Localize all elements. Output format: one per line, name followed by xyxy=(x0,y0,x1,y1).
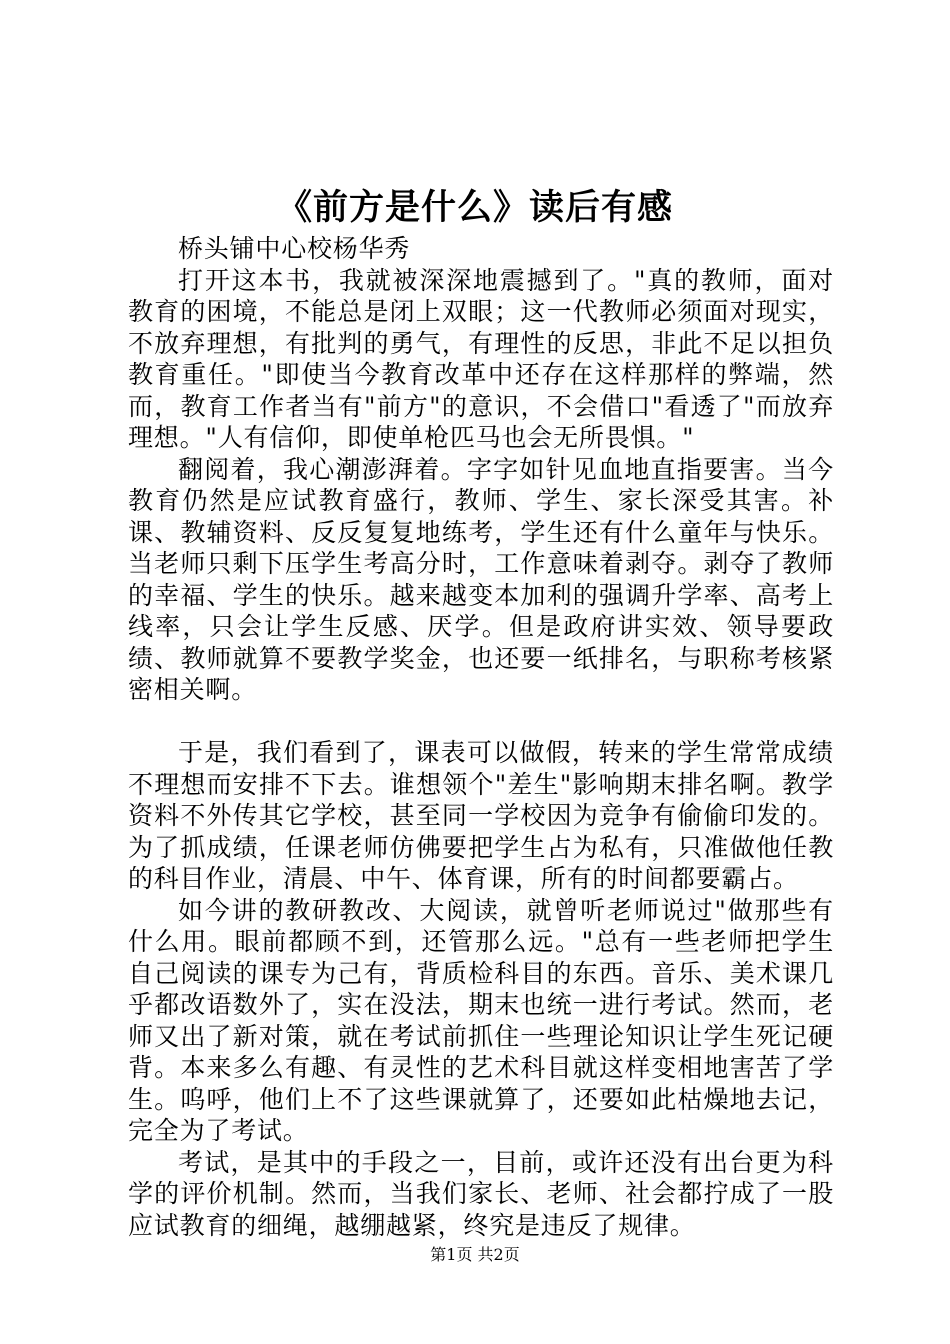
paragraph-spacer xyxy=(128,706,834,738)
paragraph-3: 于是，我们看到了，课表可以做假，转来的学生常常成绩不理想而安排不下去。谁想领个"差生"影响期末排名啊。教学资料不外传其它学校，甚至同一学校因为竞争有偷偷印发的。为了抓成绩，任课老师仿佛要把学生占为私有，只准做他任教的科目作业，清晨、中午、体育课，所有的时间都要霸占。 xyxy=(128,738,834,893)
page-number: 第1页 共2页 xyxy=(430,1245,520,1264)
author-line: 桥头铺中心校杨华秀 xyxy=(178,234,411,263)
document-title: 《前方是什么》读后有感 xyxy=(276,187,673,228)
paragraph-4: 如今讲的教研教改、大阅读，就曾听老师说过"做那些有什么用。眼前都顾不到，还管那么远。"总有一些老师把学生自己阅读的课专为己有，背质检科目的东西。音乐、美术课几乎都改语数外了，实在没法，期末也统一进行考试。然而，老师又出了新对策，就在考试前抓住一些理论知识让学生死记硬背。本来多么有趣、有灵性的艺术科目就这样变相地害苦了学生。呜呼，他们上不了这些课就算了，还要如此枯燥地去记，完全为了考试。 xyxy=(128,895,834,1145)
paragraph-5: 考试，是其中的手段之一，目前，或许还没有出台更为科学的评价机制。然而，当我们家长、老师、社会都拧成了一股应试教育的细绳，越绷越紧，终究是违反了规律。 xyxy=(128,1147,834,1240)
paragraph-2: 翻阅着，我心潮澎湃着。字字如针见血地直指要害。当今教育仍然是应试教育盛行，教师、学生、家长深受其害。补课、教辅资料、反反复复地练考，学生还有什么童年与快乐。当老师只剩下压学生考高分时，工作意味着剥夺。剥夺了教师的幸福、学生的快乐。越来越变本加利的强调升学率、高考上线率，只会让学生反感、厌学。但是政府讲实效、领导要政绩、教师就算不要教学奖金，也还要一纸排名，与职称考核紧密相关啊。 xyxy=(128,454,834,704)
document-body xyxy=(128,233,834,1241)
paragraph-1: 打开这本书，我就被深深地震撼到了。"真的教师，面对教育的困境，不能总是闭上双眼；这一代教师必须面对现实，不放弃理想，有批判的勇气，有理性的反思，非此不足以担负教育重任。"即使当今教育改革中还存在这样那样的弊端，然而，教育工作者当有"前方"的意识，不会借口"看透了"而放弃理想。"人有信仰，即使单枪匹马也会无所畏惧。" xyxy=(128,265,834,452)
